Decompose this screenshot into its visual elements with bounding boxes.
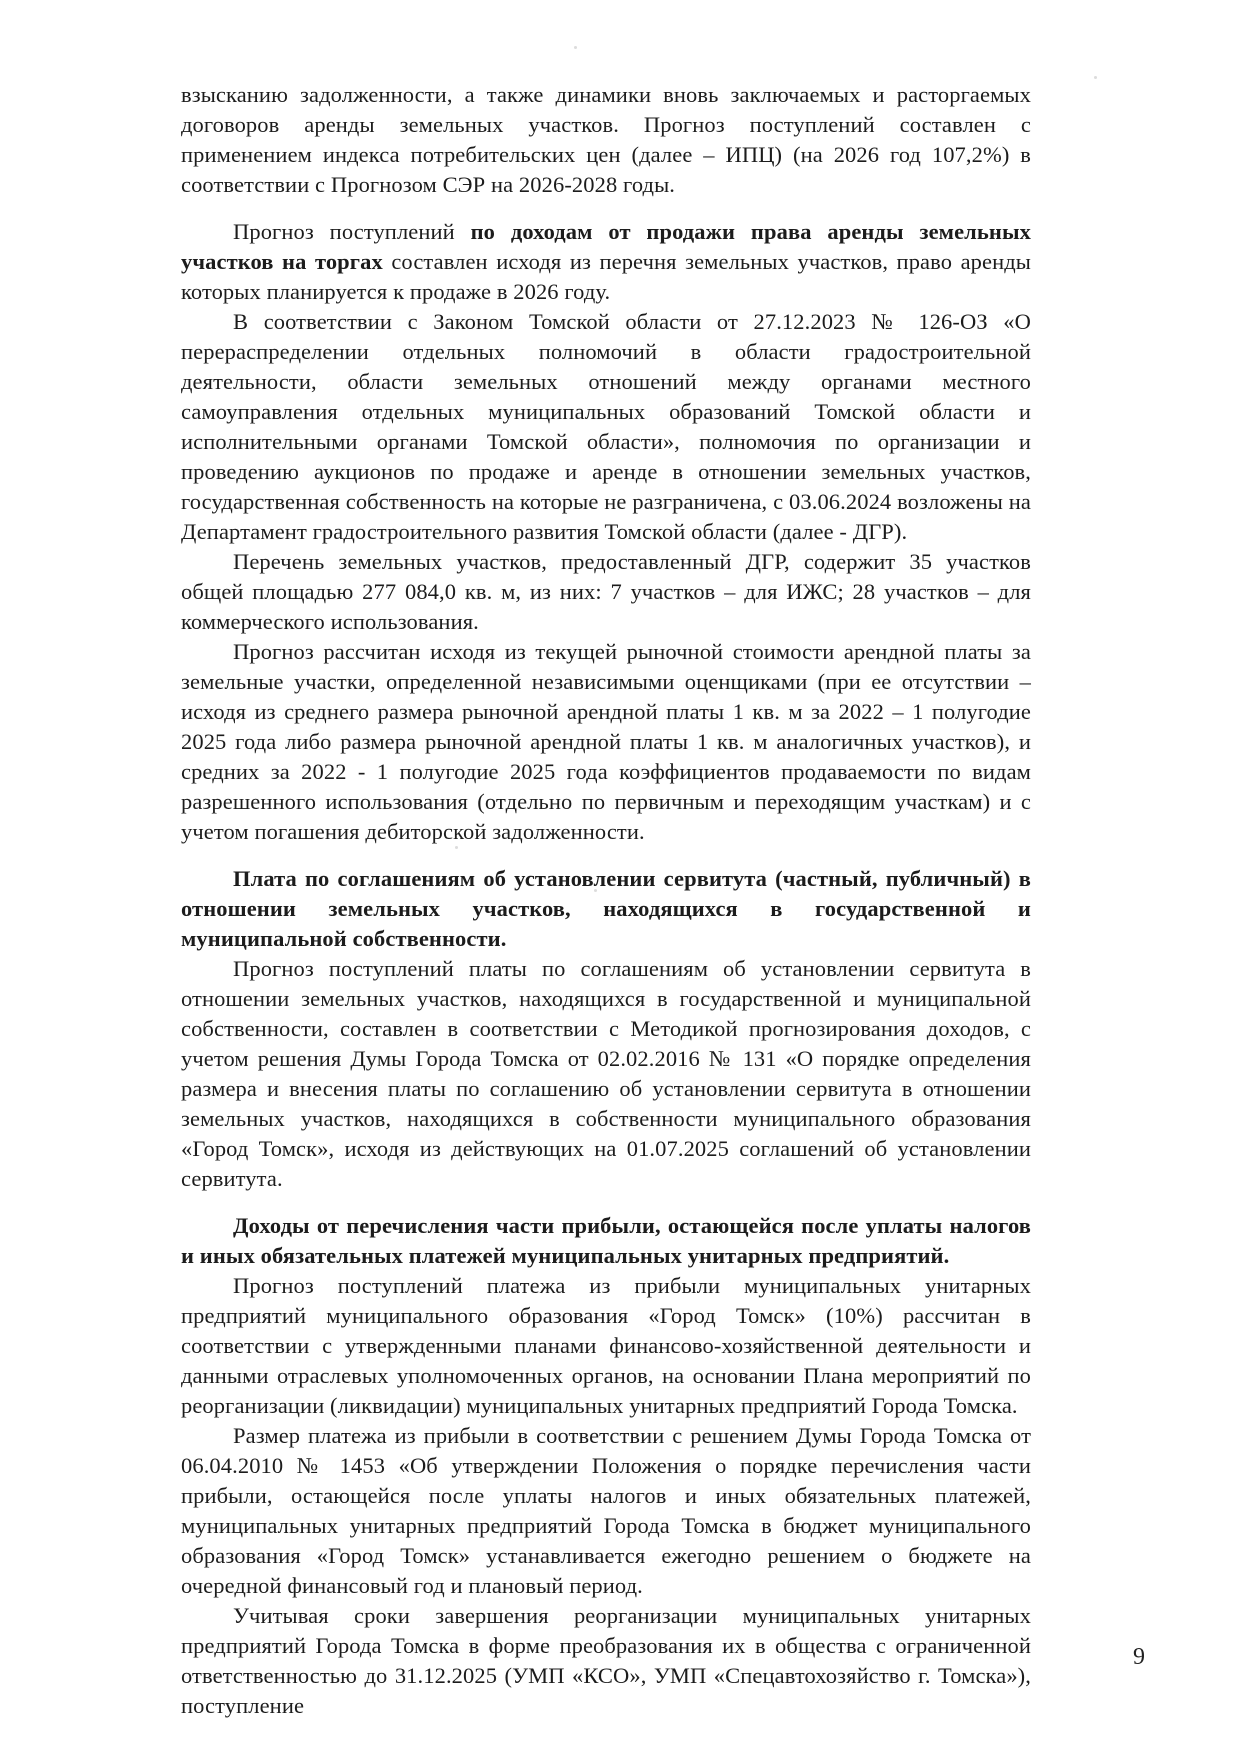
text-run: Перечень земельных участков, предоставленный ДГР, содержит 35 участков общей площадью 277 084,0 кв. м, из них: 7 участков – для ИЖС; 28 участков – для коммерческого использования. [181,549,1031,634]
document-body [181,80,1031,1721]
text-run: Прогноз поступлений платы по соглашениям об установлении сервитута в отношении земельных участков, находящихся в государственной и муниципальной собственности, составлен в соответствии с Методикой прогнозирования доходов, с учетом решения Думы Города Томска от 02.02.2016 № 131 «О порядке определения размера и внесения платы по соглашению об установлении сервитута в отношении земельных участков, находящихся в собственности муниципального образования «Город Томск», исходя из действующих на 01.07.2025 соглашений об установлении сервитута. [181,956,1031,1191]
section-heading [181,1211,1031,1271]
paragraph [181,80,1031,200]
text-run: Прогноз поступлений платежа из прибыли муниципальных унитарных предприятий муниципального образования «Город Томск» (10%) рассчитан в соответствии с утвержденными планами финансово-хозяйственной деятельности и данными отраслевых уполномоченных органов, на основании Плана мероприятий по реорганизации (ликвидации) муниципальных унитарных предприятий Города Томска. [181,1273,1031,1418]
paragraph [181,217,1031,307]
text-run: Прогноз рассчитан исходя из текущей рыночной стоимости арендной платы за земельные участки, определенной независимыми оценщиками (при ее отсутствии – исходя из среднего размера рыночной арендной платы 1 кв. м за 2022 – 1 полугодие 2025 года либо размера рыночной арендной платы 1 кв. м аналогичных участков), и средних за 2022 - 1 полугодие 2025 года коэффициентов продаваемости по видам разрешенного использования (отдельно по первичным и переходящим участкам) и с учетом погашения дебиторской задолженности. [181,639,1031,844]
text-run: Размер платежа из прибыли в соответствии с решением Думы Города Томска от 06.04.2010 № 1453 «Об утверждении Положения о порядке перечисления части прибыли, остающейся после уплаты налогов и иных обязательных платежей, муниципальных унитарных предприятий Города Томска в бюджет муниципального образования «Город Томск» устанавливается ежегодно решением о бюджете на очередной финансовый год и плановый период. [181,1423,1031,1598]
scan-speck [1094,76,1097,79]
text-run: Учитывая сроки завершения реорганизации муниципальных унитарных предприятий Города Томска в форме преобразования их в общества с ограниченной ответственностью до 31.12.2025 (УМП «КСО», УМП «Спецавтохозяйство г. Томска»), поступление [181,1603,1031,1718]
text-run: составлен исходя из перечня земельных участков, право аренды которых планируется к продаже в 2026 году. [181,249,1031,304]
paragraph [181,637,1031,847]
paragraph [181,1421,1031,1601]
scan-speck [594,889,597,892]
paragraph [181,1271,1031,1421]
paragraph [181,954,1031,1194]
scan-speck [455,846,458,849]
paragraph [181,1601,1031,1721]
bold-text-run: Плата по соглашениям об установлении сервитута (частный, публичный) в отношении земельных участков, находящихся в государственной и муниципальной собственности. [181,866,1031,951]
paragraph [181,307,1031,547]
bold-text-run: по доходам от продажи права аренды земельных участков на торгах [181,219,1031,274]
section-heading [181,864,1031,954]
text-run: В соответствии с Законом Томской области от 27.12.2023 № 126-ОЗ «О перераспределении отдельных полномочий в области градостроительной деятельности, области земельных отношений между органами местного самоуправления отдельных муниципальных образований Томской области и исполнительными органами Томской области», полномочия по организации и проведению аукционов по продаже и аренде в отношении земельных участков, государственная собственность на которые не разграничена, с 03.06.2024 возложены на Департамент градостроительного развития Томской области (далее - ДГР). [181,309,1031,544]
paragraph [181,547,1031,637]
scan-speck [574,46,577,49]
bold-text-run: Доходы от перечисления части прибыли, остающейся после уплаты налогов и иных обязательных платежей муниципальных унитарных предприятий. [181,1213,1031,1268]
text-run: взысканию задолженности, а также динамики вновь заключаемых и расторгаемых договоров аренды земельных участков. Прогноз поступлений составлен с применением индекса потребительских цен (далее – ИПЦ) (на 2026 год 107,2%) в соответствии с Прогнозом СЭР на 2026-2028 годы. [181,82,1031,197]
text-run: Прогноз поступлений [233,219,471,244]
page-number: 9 [1133,1644,1145,1670]
